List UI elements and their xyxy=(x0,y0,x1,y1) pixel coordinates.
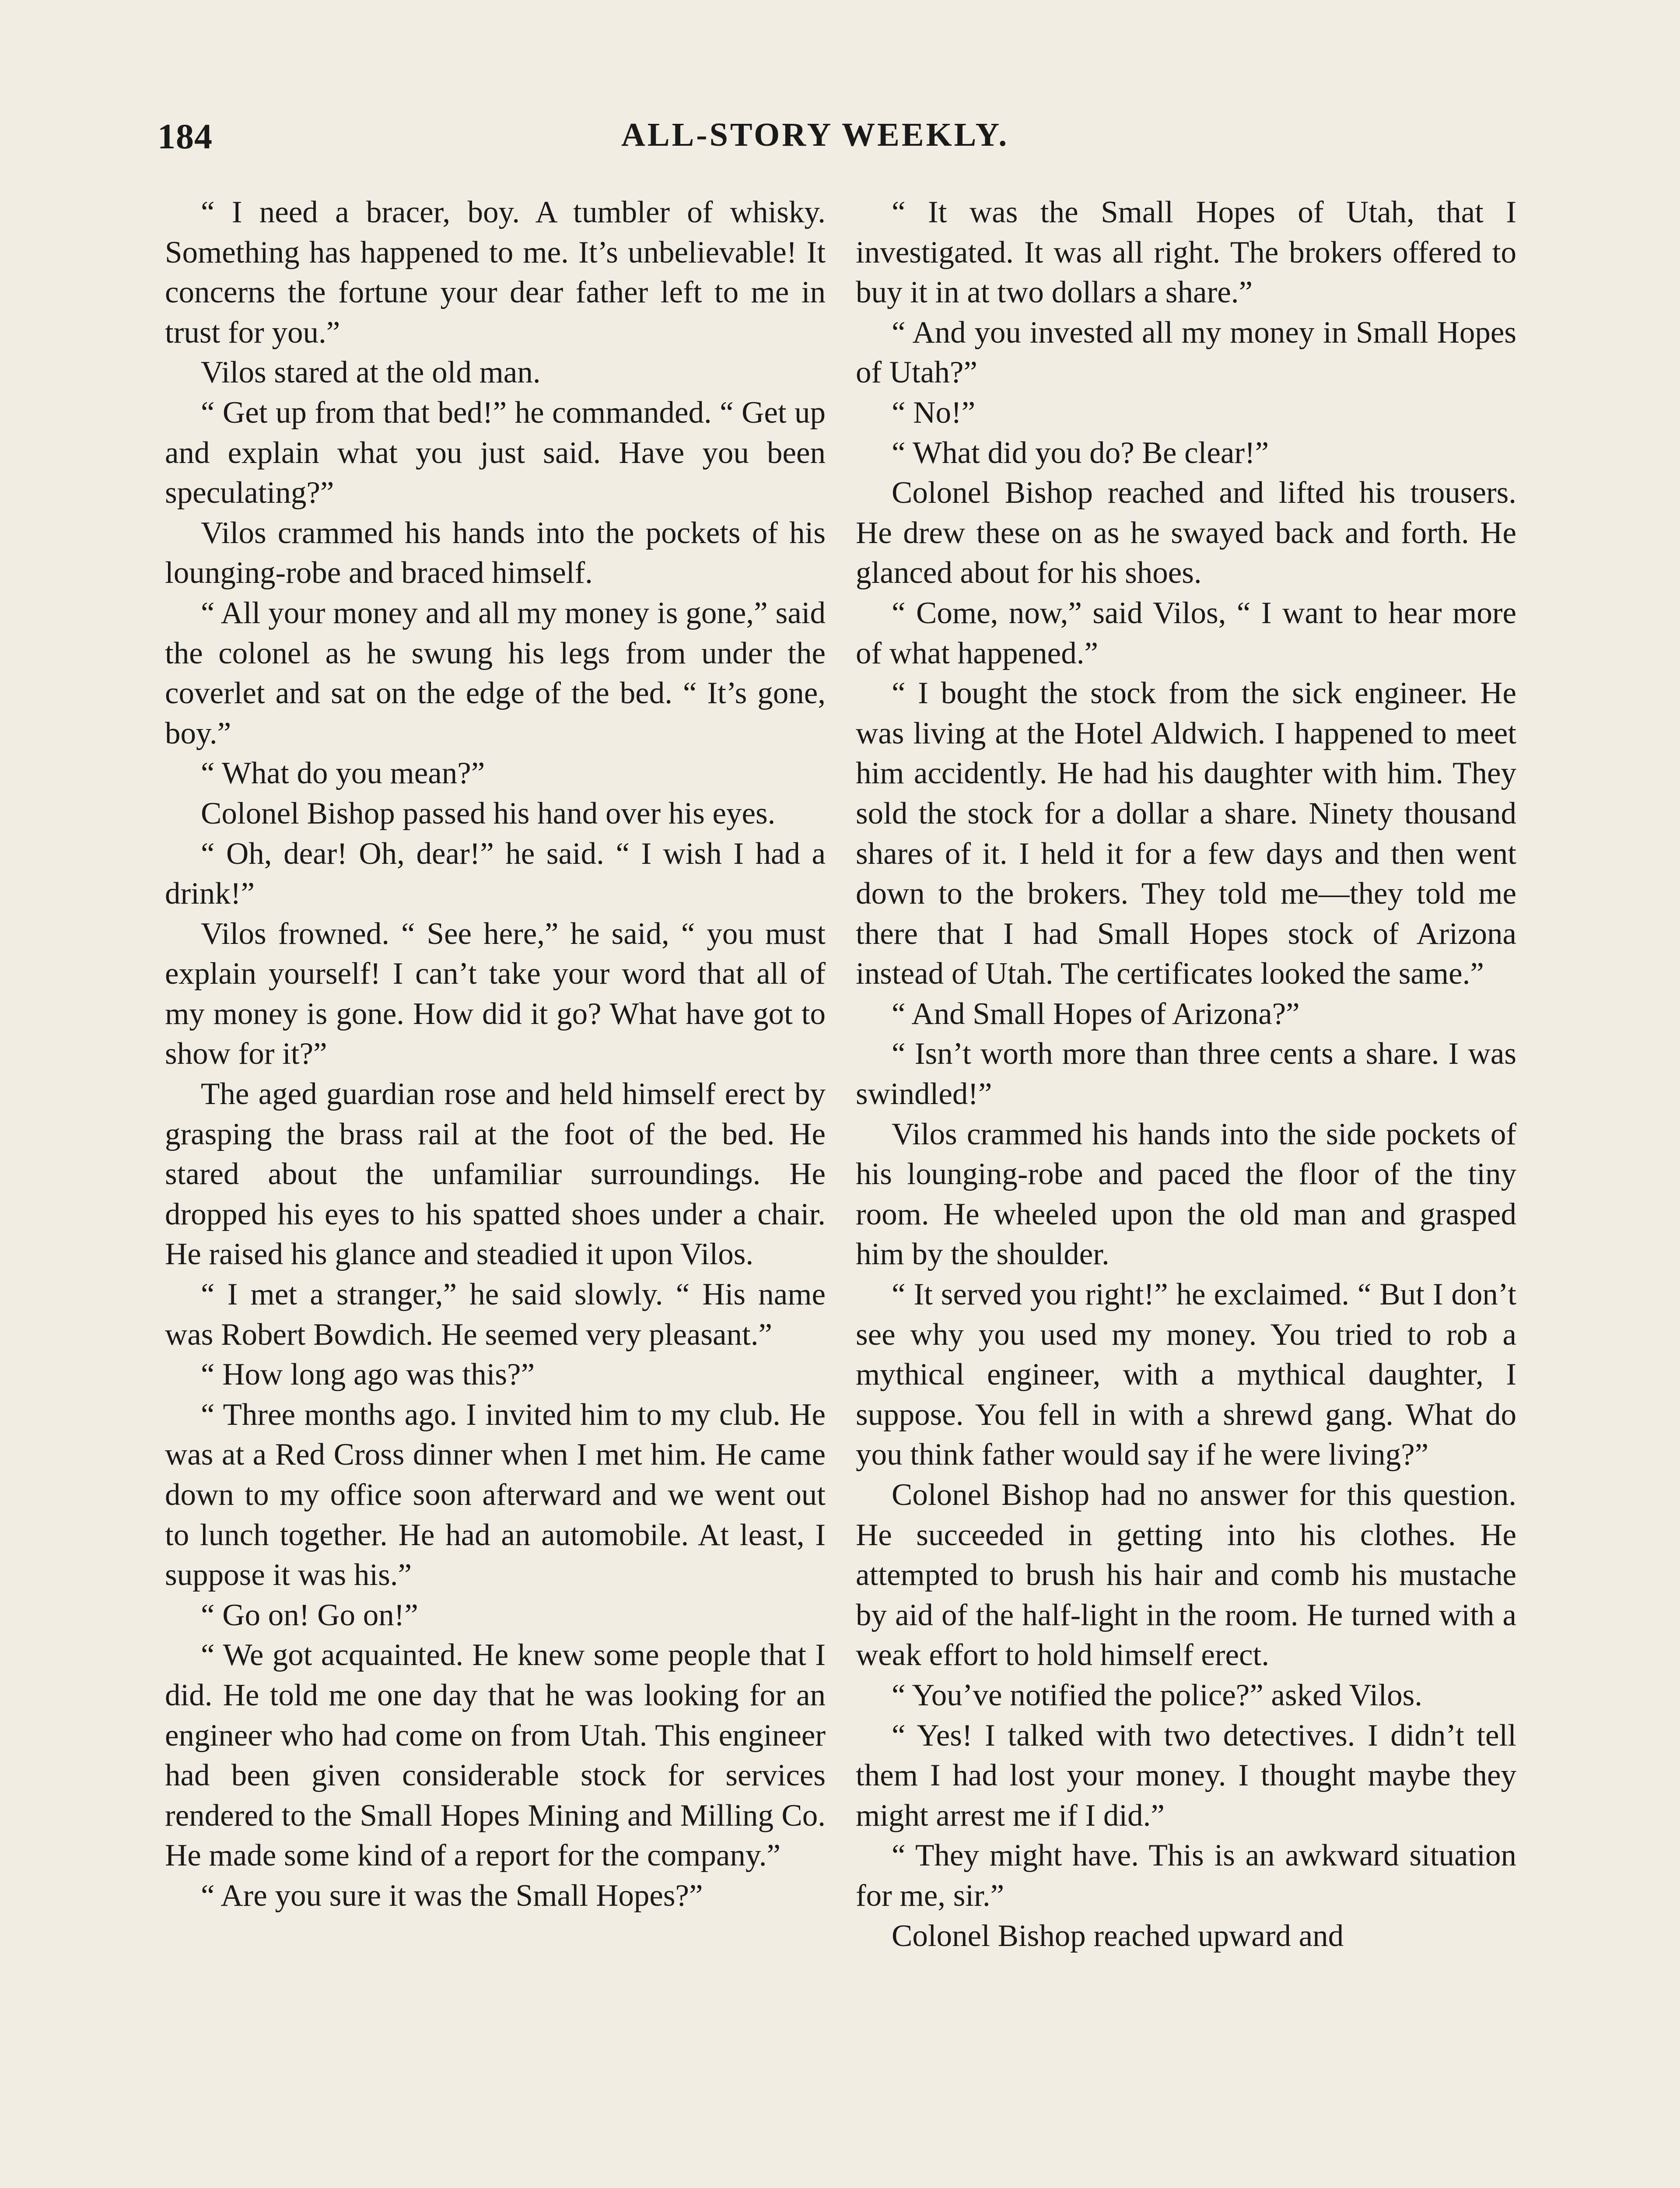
paragraph: “ I met a stranger,” he said slowly. “ His name was Robert Bowdich. He seemed very pleasant.” xyxy=(165,1277,826,1352)
paragraph: Colonel Bishop reached upward and xyxy=(892,1918,1344,1953)
paragraph: “ No!” xyxy=(892,395,976,430)
paragraph: The aged guardian rose and held himself erect by grasping the brass rail at the foot of the bed. He stared about the unfamiliar surroundings. He dropped his eyes to his spatted shoes under a chair. He raised his glance and steadied it upon Vilos. xyxy=(165,1077,826,1272)
paragraph: Colonel Bishop reached and lifted his trousers. He drew these on as he swayed back and forth. He glanced about for his shoes. xyxy=(856,476,1516,590)
running-title: ALL-STORY WEEKLY. xyxy=(621,116,1009,153)
paragraph: “ What did you do? Be clear!” xyxy=(892,435,1269,470)
paragraph: “ They might have. This is an awkward situation for me, sir.” xyxy=(856,1838,1516,1913)
paragraph: Colonel Bishop had no answer for this question. He succeeded in getting into his clothes. He attempted to brush his hair and comb his mustache by aid of the half-light in the room. He turned with a weak effort to hold himself erect. xyxy=(856,1478,1516,1673)
paragraph: Vilos crammed his hands into the side pockets of his lounging-robe and paced the floor of the tiny room. He wheeled upon the old man and grasped him by the shoulder. xyxy=(856,1117,1516,1272)
paragraph: “ Yes! I talked with two detectives. I didn’t tell them I had lost your money. I thought maybe they might arrest me if I did.” xyxy=(856,1718,1516,1833)
paragraph: “ All your money and all my money is gone,” said the colonel as he swung his legs from under the coverlet and sat on the edge of the bed. “ It’s gone, boy.” xyxy=(165,596,826,750)
paragraph: Colonel Bishop passed his hand over his eyes. xyxy=(201,796,776,831)
paragraph: “ And Small Hopes of Arizona?” xyxy=(892,996,1300,1031)
paragraph: “ Are you sure it was the Small Hopes?” xyxy=(201,1878,703,1913)
paragraph: “ I bought the stock from the sick engineer. He was living at the Hotel Aldwich. I happened to meet him accidently. He had his daughter with him. They sold the stock for a dollar a share. Ninety thousand shares of it. I held it for a few days and then went down to the brokers. They told me—they told me there that I had Small Hopes stock of Arizona instead of Utah. The certificates looked the same.” xyxy=(856,676,1516,991)
paragraph: “ It served you right!” he exclaimed. “ But I don’t see why you used my money. You tried to rob a mythical engineer, with a mythical daughter, I suppose. You fell in with a shrewd gang. What do you think father would say if he were living?” xyxy=(856,1277,1516,1472)
paragraph: “ And you invested all my money in Small Hopes of Utah?” xyxy=(856,315,1516,390)
left-text-column xyxy=(165,193,826,1916)
paragraph: “ Get up from that bed!” he commanded. “ Get up and explain what you just said. Have you been speculating?” xyxy=(165,395,826,510)
right-text-column xyxy=(856,193,1516,1956)
paragraph: “ I need a bracer, boy. A tumbler of whisky. Something has happened to me. It’s unbelievable! It concerns the fortune your dear father left to me in trust for you.” xyxy=(165,195,826,350)
paragraph: Vilos frowned. “ See here,” he said, “ you must explain yourself! I can’t take your word that all of my money is gone. How did it go? What have got to show for it?” xyxy=(165,916,826,1071)
paragraph: “ Come, now,” said Vilos, “ I want to hear more of what happened.” xyxy=(856,596,1516,670)
page-number: 184 xyxy=(158,116,213,156)
paragraph: “ Go on! Go on!” xyxy=(201,1598,418,1632)
paragraph: “ What do you mean?” xyxy=(201,756,485,791)
paragraph: “ You’ve notified the police?” asked Vilos. xyxy=(892,1678,1422,1712)
paragraph: “ How long ago was this?” xyxy=(201,1357,535,1392)
paragraph: Vilos stared at the old man. xyxy=(201,355,541,390)
paragraph: “ We got acquainted. He knew some people that I did. He told me one day that he was looking for an engineer who had come on from Utah. This engineer had been given considerable stock for services rendered to the Small Hopes Mining and Milling Co. He made some kind of a report for the company.” xyxy=(165,1638,826,1873)
paragraph: Vilos crammed his hands into the pockets of his lounging-robe and braced himself. xyxy=(165,515,826,590)
paragraph: “ Oh, dear! Oh, dear!” he said. “ I wish I had a drink!” xyxy=(165,836,826,911)
paragraph: “ It was the Small Hopes of Utah, that I investigated. It was all right. The brokers offered to buy it in at two dollars a share.” xyxy=(856,195,1516,310)
paragraph: “ Three months ago. I invited him to my club. He was at a Red Cross dinner when I met him. He came down to my office soon afterward and we went out to lunch together. He had an automobile. At least, I suppose it was his.” xyxy=(165,1397,826,1592)
paragraph: “ Isn’t worth more than three cents a share. I was swindled!” xyxy=(856,1037,1516,1112)
